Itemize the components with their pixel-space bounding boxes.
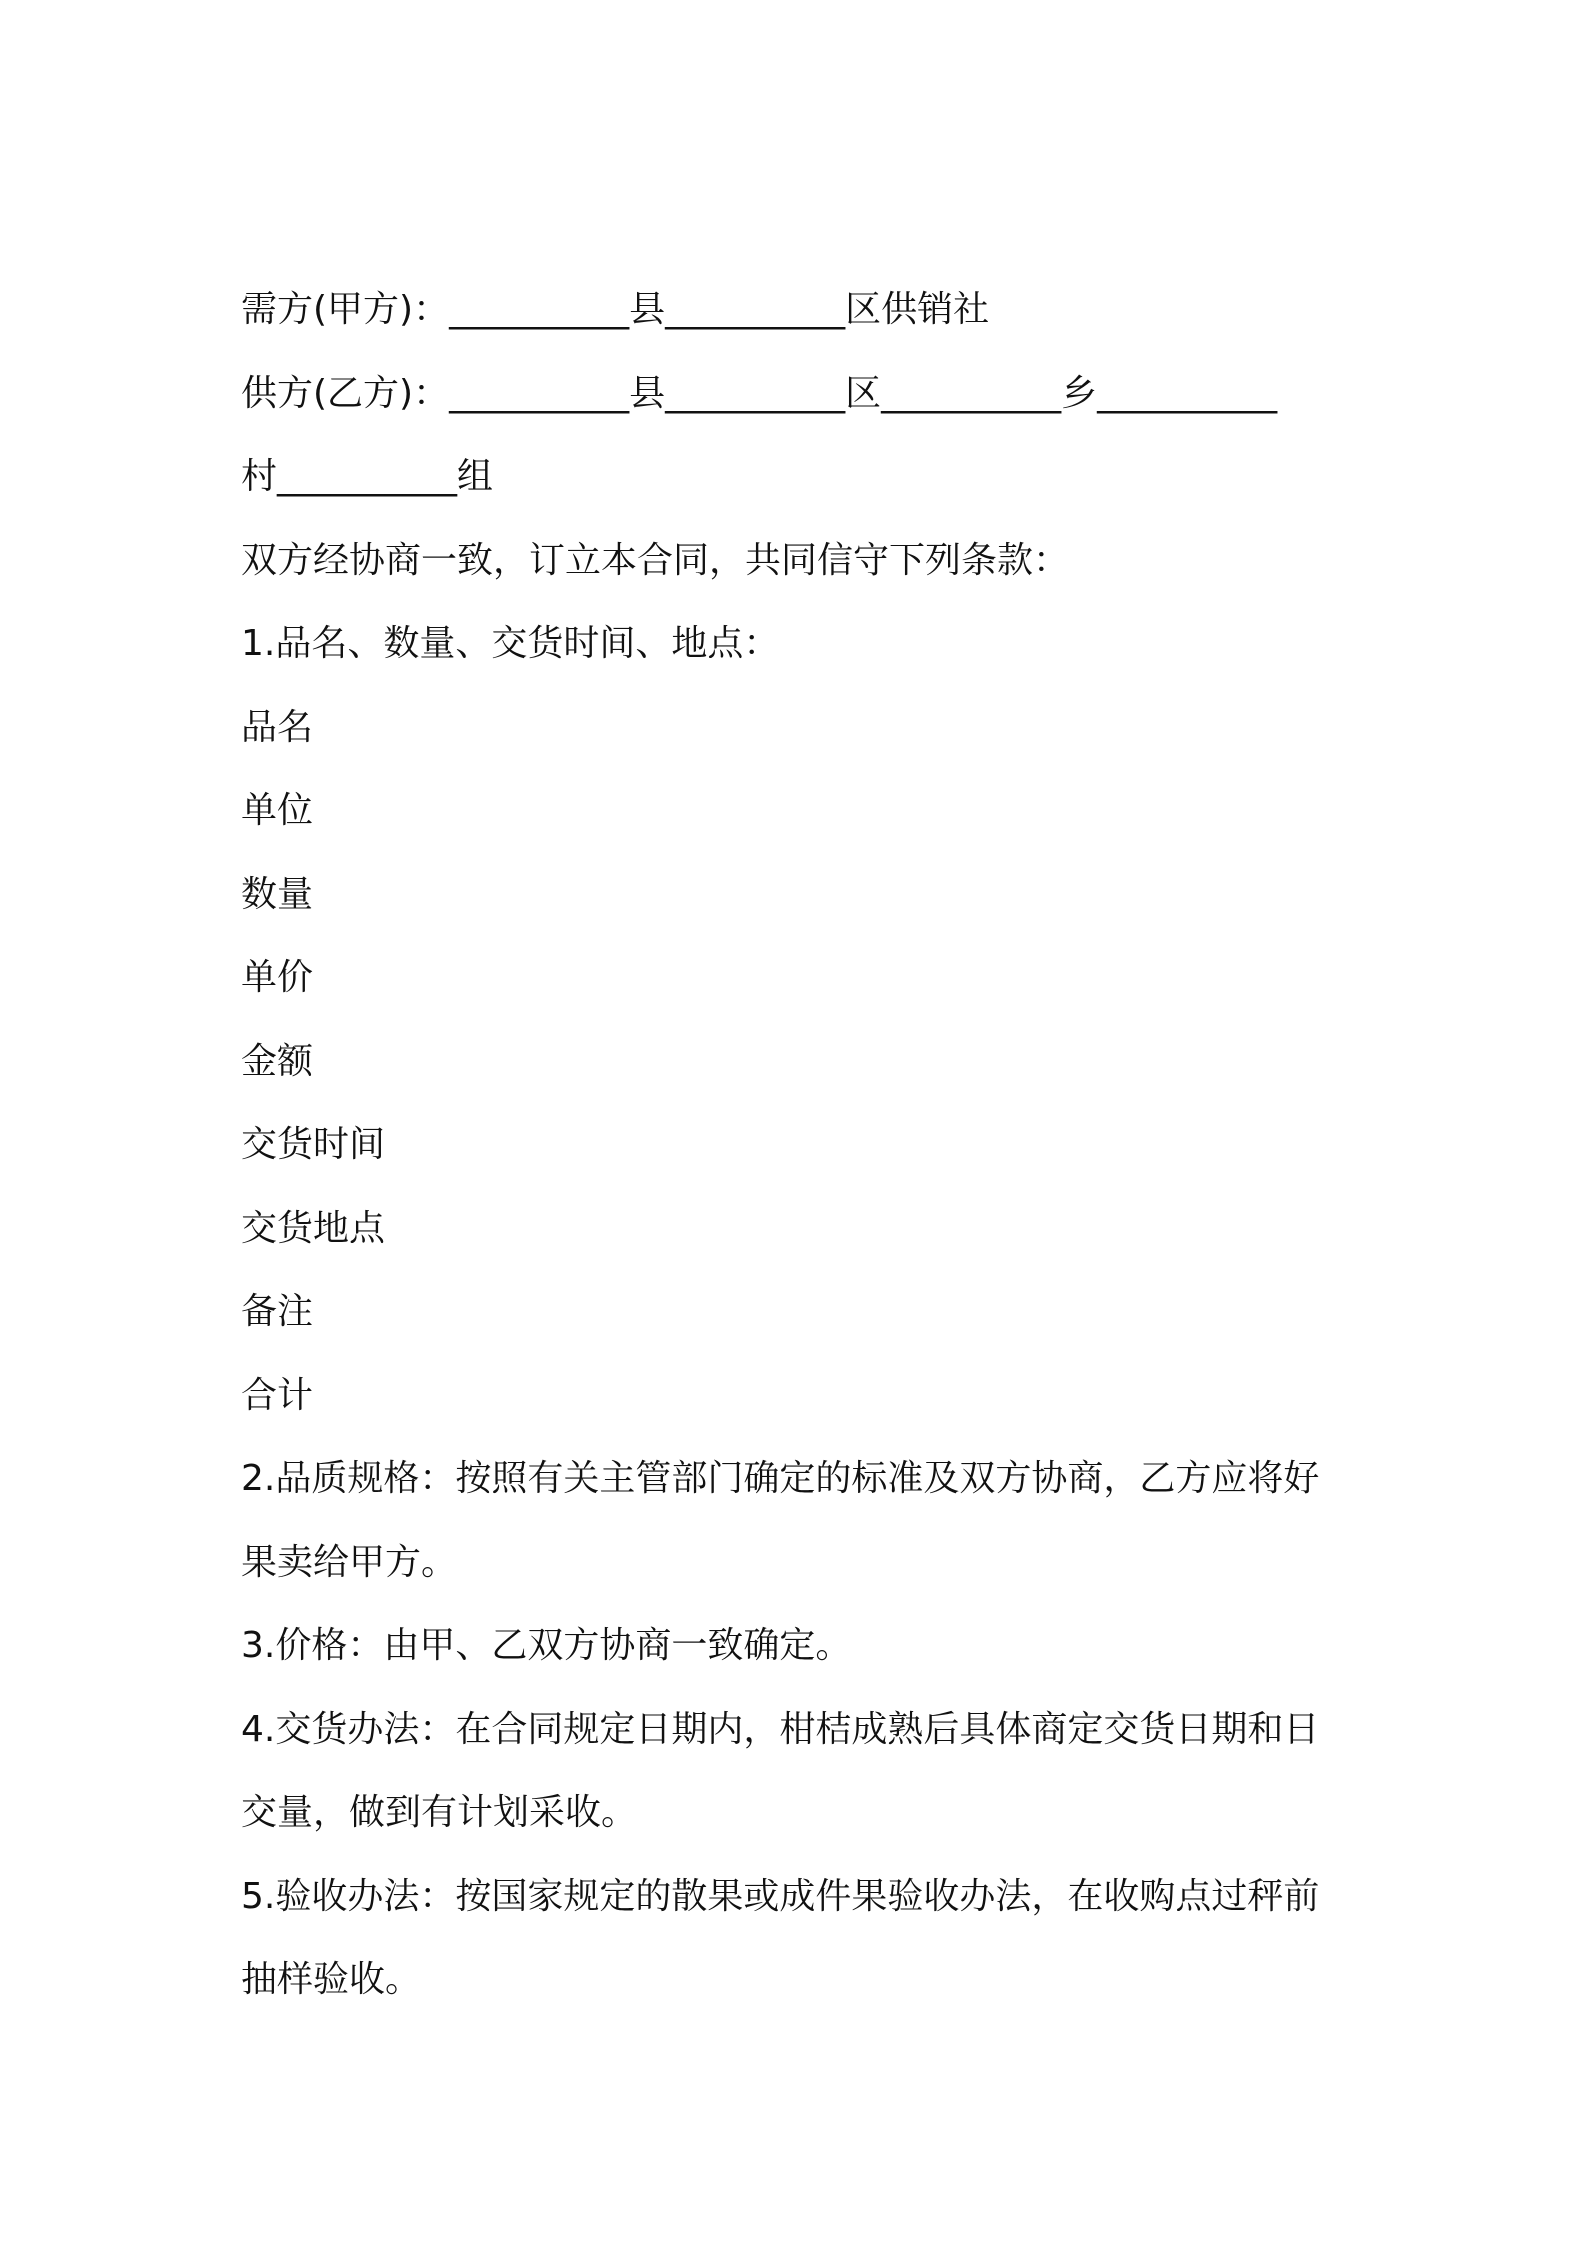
item-field-unit: 单位	[241, 790, 314, 831]
clause-2-line-1: 2.品质规格：按照有关主管部门确定的标准及双方协商，乙方应将好	[241, 1458, 1320, 1499]
buyer-party-line: 需方(甲方)：__________县__________区供销社	[241, 289, 990, 330]
item-field-delivery-time: 交货时间	[241, 1124, 386, 1165]
document-body	[241, 277, 1361, 2031]
item-field-unit-price: 单价	[241, 957, 314, 998]
clause-5-line-2: 抽样验收。	[241, 1959, 422, 2000]
agreement-intro: 双方经协商一致，订立本合同，共同信守下列条款：	[241, 539, 1070, 581]
item-field-product-name: 品名	[241, 706, 314, 748]
supplier-party-line-continued: 村__________组	[241, 456, 494, 497]
item-field-delivery-place: 交货地点	[241, 1207, 386, 1249]
clause-1-heading: 1.品名、数量、交货时间、地点：	[241, 623, 780, 664]
clause-4-line-2: 交量，做到有计划采收。	[241, 1792, 638, 1833]
item-field-quantity: 数量	[241, 873, 314, 915]
clause-2-line-2: 果卖给甲方。	[241, 1541, 458, 1583]
item-field-total: 合计	[241, 1374, 314, 1416]
clause-5-line-1: 5.验收办法：按国家规定的散果或成件果验收办法，在收购点过秤前	[241, 1875, 1320, 1917]
clause-4-line-1: 4.交货办法：在合同规定日期内，柑桔成熟后具体商定交货日期和日	[241, 1708, 1320, 1750]
item-field-remarks: 备注	[241, 1291, 314, 1332]
clause-3: 3.价格：由甲、乙双方协商一致确定。	[241, 1625, 852, 1666]
item-field-amount: 金额	[241, 1040, 314, 1082]
supplier-party-line: 供方(乙方)：__________县__________区__________乡__________	[241, 372, 1278, 414]
